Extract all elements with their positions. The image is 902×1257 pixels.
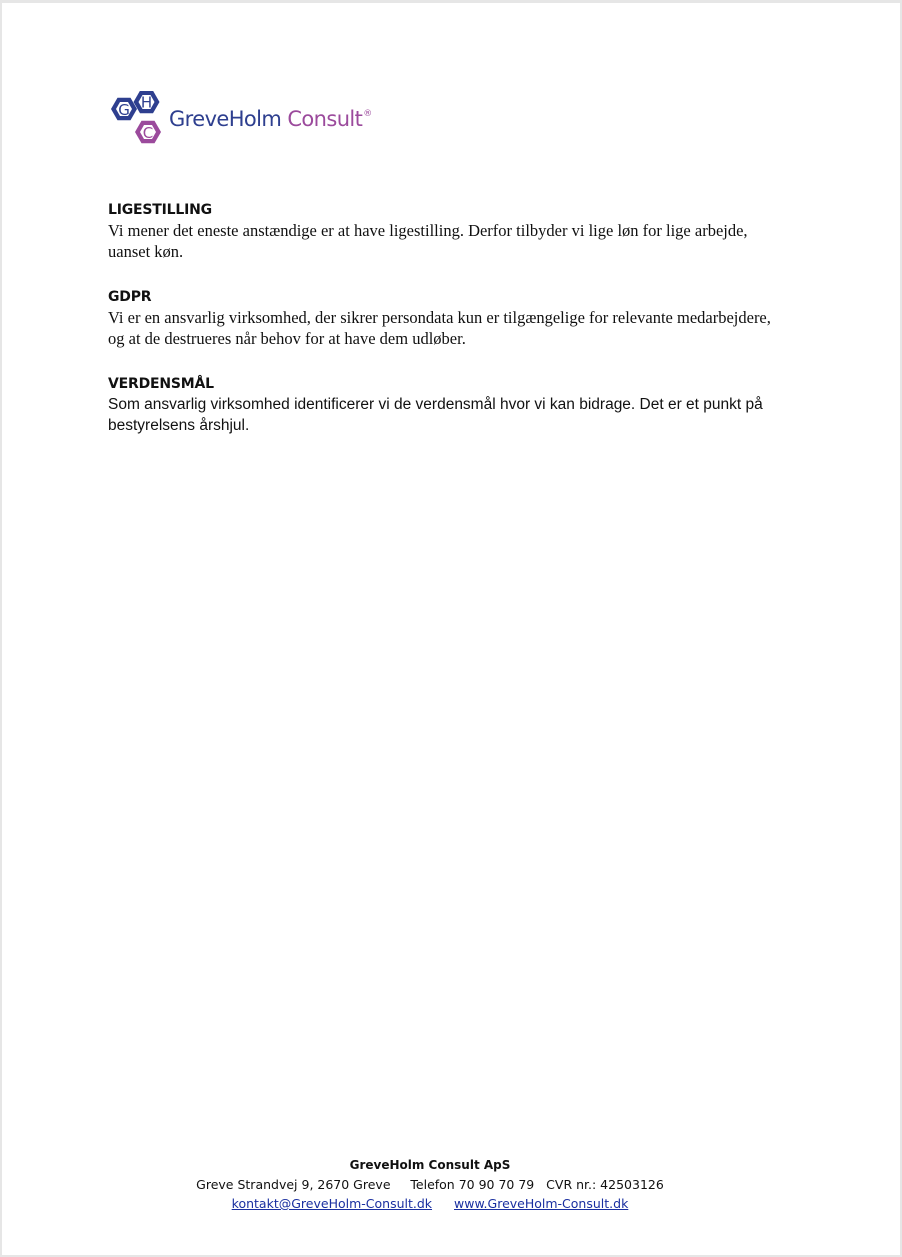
logo-text-greveholm: GreveHolm [169,107,282,131]
section-ligestilling [108,200,788,262]
section-verdensmaal [108,374,788,436]
section-heading: LIGESTILLING [108,202,212,218]
logo-letter-g: G [118,101,130,119]
section-body: Vi er en ansvarlig virksomhed, der sikrer persondata kun er tilgængelige for relevante medarbejdere, og at de destrueres når behov for at have dem udløber. [108,308,771,348]
logo-text-consult: Consult [287,107,363,131]
section-body: Som ansvarlig virksomhed identificerer vi de verdensmål hvor vi kan bidrage. Det er et punkt på bestyrelsens årshjul. [108,396,763,434]
logo-wordmark [169,107,372,131]
footer-email-link[interactable]: kontakt@GreveHolm-Consult.dk [231,1196,433,1211]
footer-phone: Telefon 70 90 70 79 [410,1177,535,1192]
hexagon-logo-icon [109,91,171,153]
page-footer [2,1156,858,1213]
logo-letter-c: C [142,124,154,142]
footer-address: Greve Strandvej 9, 2670 Greve [196,1177,391,1192]
footer-company-name: GreveHolm Consult ApS [349,1158,511,1172]
document-page [2,3,900,1255]
registered-mark: ® [363,109,372,119]
section-heading: GDPR [108,289,152,305]
footer-cvr: CVR nr.: 42503126 [546,1177,664,1192]
section-heading: VERDENSMÅL [108,376,214,392]
company-logo [109,91,399,153]
section-gdpr [108,287,788,349]
footer-contact-line [2,1175,858,1194]
footer-links [2,1194,858,1213]
section-body: Vi mener det eneste anstændige er at have ligestilling. Derfor tilbyder vi lige løn for lige arbejde, uanset køn. [108,221,748,261]
logo-letter-h: H [140,93,153,112]
footer-website-link[interactable]: www.GreveHolm-Consult.dk [454,1196,629,1211]
